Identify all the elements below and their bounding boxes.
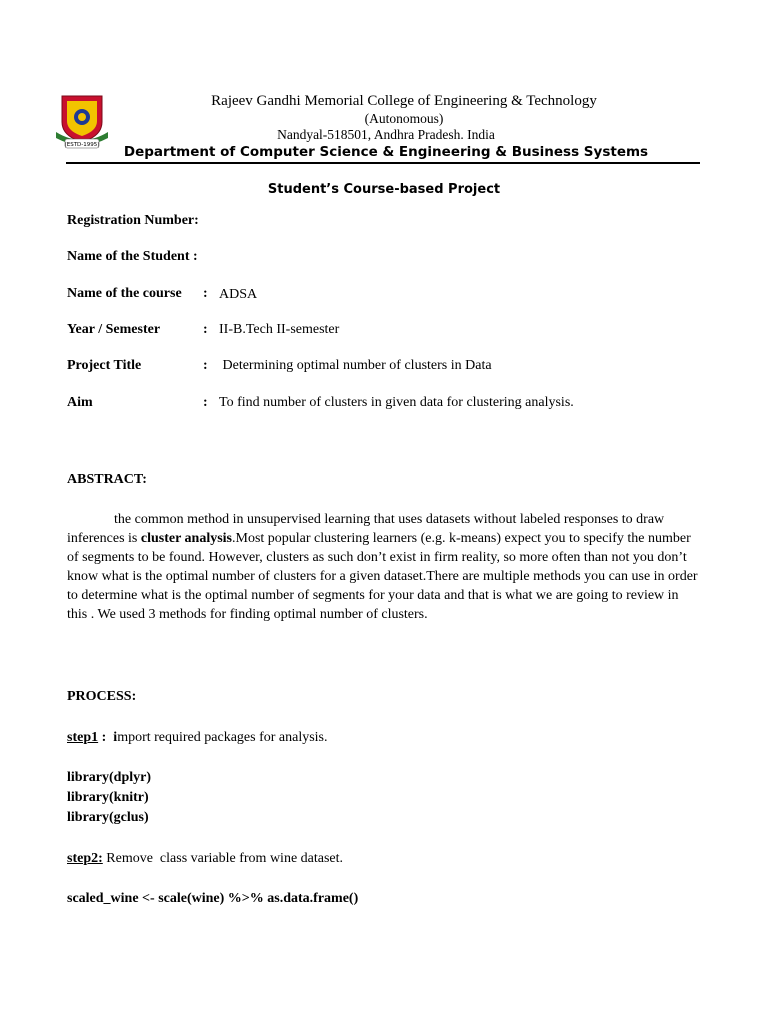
project-title-colon: : — [203, 358, 208, 373]
logo-estd-text: (ESTD-1995) — [64, 142, 100, 148]
course-name-label: Name of the course — [67, 286, 182, 301]
project-title-value: Determining optimal number of clusters in Data — [219, 358, 492, 373]
header-divider — [66, 162, 700, 164]
year-semester-label: Year / Semester — [67, 322, 161, 337]
step2-text: Remove class variable from wine dataset. — [102, 851, 344, 866]
student-name-label: Name of the Student : — [67, 249, 198, 264]
code-line-scaled-wine: scaled_wine <- scale(wine) %>% as.data.frame() — [67, 891, 359, 906]
step1-bold-initial: i — [113, 730, 118, 745]
project-title-label: Project Title — [67, 358, 142, 373]
course-name-value: ADSA — [219, 287, 258, 302]
course-name-colon: : — [203, 286, 208, 301]
year-semester-colon: : — [203, 322, 208, 337]
step1-text: mport required packages for analysis. — [117, 730, 328, 745]
aim-value: To find number of clusters in given data for clustering analysis. — [219, 395, 574, 410]
abstract-text-part2: .Most popular clustering learners (e.g. k-means) expect you to specify the number of segments to be found. However, clusters as such don’t exist in firm reality, so more often than not you don’t know what is the optimal number of clusters for a given dataset.There are multiple methods you can use in order to determine what is the optimal number of segments for your data and that is what we are going to review in this . We used 3 methods for finding optimal number of clusters. — [67, 531, 698, 623]
autonomous-label: (Autonomous) — [364, 111, 444, 126]
step2-label: step2: — [67, 851, 103, 866]
step1-line — [67, 729, 328, 747]
process-heading: PROCESS: — [67, 689, 137, 704]
step2-line — [67, 850, 343, 868]
college-address: Nandyal-518501, Andhra Pradesh. India — [277, 127, 495, 142]
aim-label: Aim — [67, 395, 93, 410]
project-heading: Student’s Course-based Project — [267, 182, 501, 197]
abstract-heading: ABSTRACT: — [67, 472, 147, 487]
department-name: Department of Computer Science & Engineering & Business Systems — [123, 144, 649, 160]
aim-colon: : — [203, 395, 208, 410]
abstract-bold-term: cluster analysis — [140, 531, 232, 547]
step1-separator: : — [98, 730, 114, 745]
step1-label: step1 — [67, 730, 99, 745]
abstract-text-part1: the common method in unsupervised learning that uses datasets without labeled responses to draw inferences is — [67, 512, 665, 547]
college-name: Rajeev Gandhi Memorial College of Engineering & Technology — [211, 93, 597, 109]
year-semester-value: II-B.Tech II-semester — [219, 322, 340, 337]
code-line-dplyr: library(dplyr) — [67, 770, 151, 785]
code-line-gclus: library(gclus) — [67, 810, 149, 825]
registration-number-label: Registration Number: — [67, 213, 199, 228]
abstract-paragraph — [67, 510, 701, 625]
code-line-knitr: library(knitr) — [67, 790, 149, 805]
